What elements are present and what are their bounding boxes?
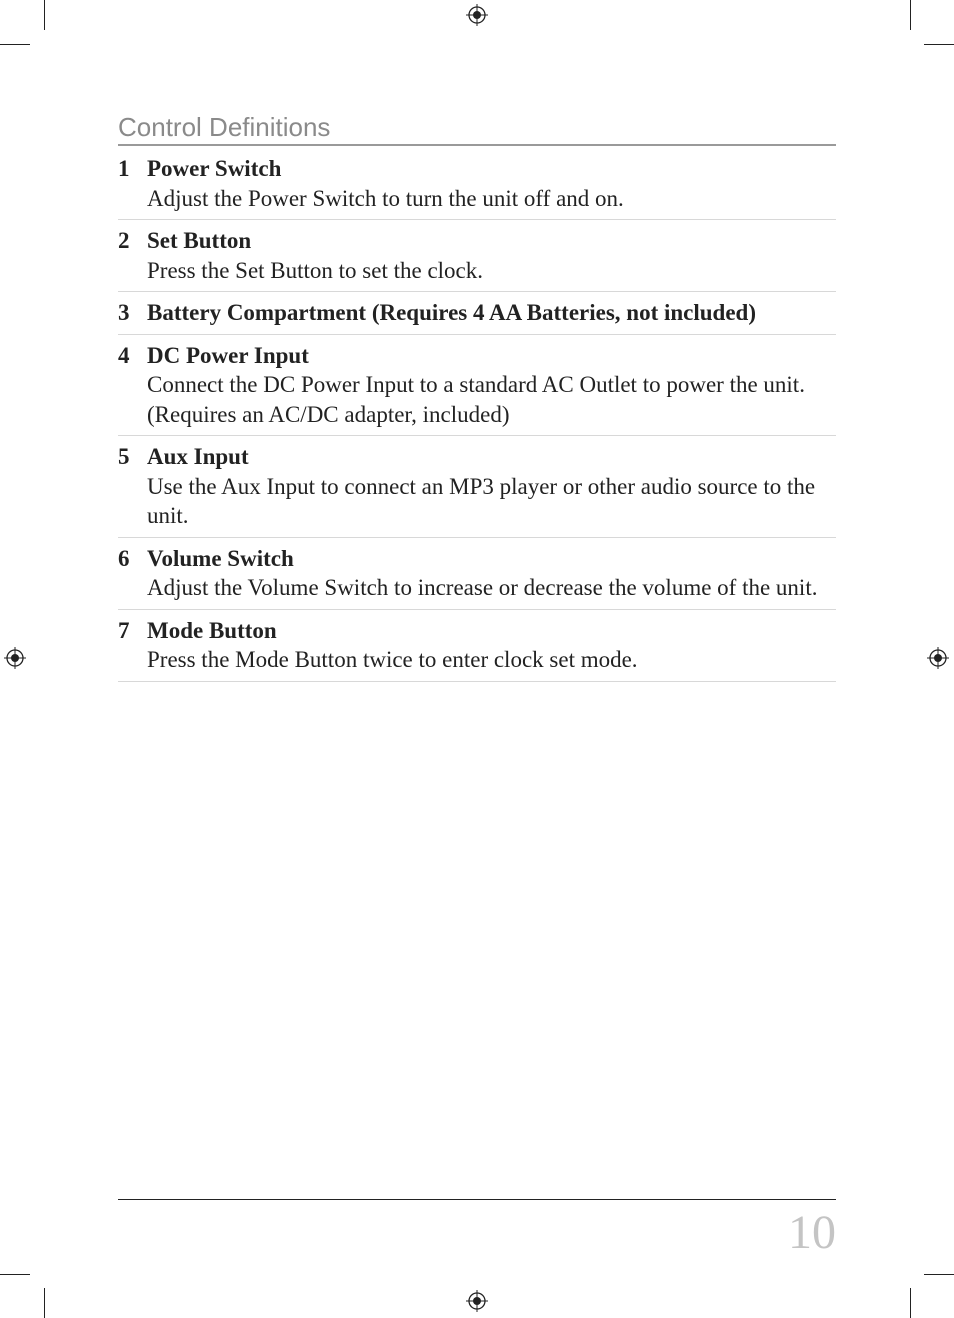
item-description: Press the Set Button to set the clock. xyxy=(147,257,484,283)
registration-mark-icon xyxy=(4,647,26,669)
page-number: 10 xyxy=(788,1206,836,1259)
crop-mark-top-right-v xyxy=(910,0,911,30)
list-item xyxy=(118,148,836,220)
crop-mark-bottom-right-h xyxy=(924,1274,954,1275)
footer-divider xyxy=(118,1199,836,1200)
item-number: 4 xyxy=(118,342,130,368)
section-heading: Control Definitions xyxy=(118,110,836,146)
list-item xyxy=(118,538,836,610)
registration-mark-icon xyxy=(466,1290,488,1312)
control-definitions-list xyxy=(118,148,836,682)
item-description: Use the Aux Input to connect an MP3 player or other audio source to the unit. xyxy=(147,473,816,528)
list-item xyxy=(118,610,836,682)
crop-mark-bottom-left-h xyxy=(0,1274,30,1275)
list-item xyxy=(118,335,836,437)
crop-mark-top-left-h xyxy=(0,44,30,45)
item-description: Press the Mode Button twice to enter clock set mode. xyxy=(147,647,638,672)
crop-mark-top-left-v xyxy=(44,0,45,30)
crop-mark-top-right-h xyxy=(924,44,954,45)
item-number: 6 xyxy=(118,545,130,571)
registration-mark-icon xyxy=(466,4,488,26)
item-title: Power Switch xyxy=(147,156,282,181)
item-number: 3 xyxy=(118,300,130,325)
list-item xyxy=(118,292,836,335)
item-title: Battery Compartment (Requires 4 AA Batteries, not included) xyxy=(147,300,757,325)
item-title: Mode Button xyxy=(147,617,277,643)
item-title: DC Power Input xyxy=(147,342,309,368)
list-item xyxy=(118,436,836,538)
registration-mark-icon xyxy=(927,647,949,669)
item-description: Adjust the Power Switch to turn the unit off and on. xyxy=(147,185,624,211)
item-title: Aux Input xyxy=(147,444,249,469)
crop-mark-bottom-right-v xyxy=(910,1288,911,1318)
item-title: Volume Switch xyxy=(147,545,294,571)
item-number: 7 xyxy=(118,617,130,643)
item-number: 1 xyxy=(118,156,130,181)
item-title: Set Button xyxy=(147,228,252,253)
item-description: Adjust the Volume Switch to increase or decrease the volume of the unit. xyxy=(147,575,818,600)
item-number: 2 xyxy=(118,228,130,253)
item-number: 5 xyxy=(118,444,130,469)
item-description: Connect the DC Power Input to a standard AC Outlet to power the unit. (Requires an AC/DC adapter, included) xyxy=(147,372,805,427)
crop-mark-bottom-left-v xyxy=(44,1288,45,1318)
list-item xyxy=(118,220,836,292)
